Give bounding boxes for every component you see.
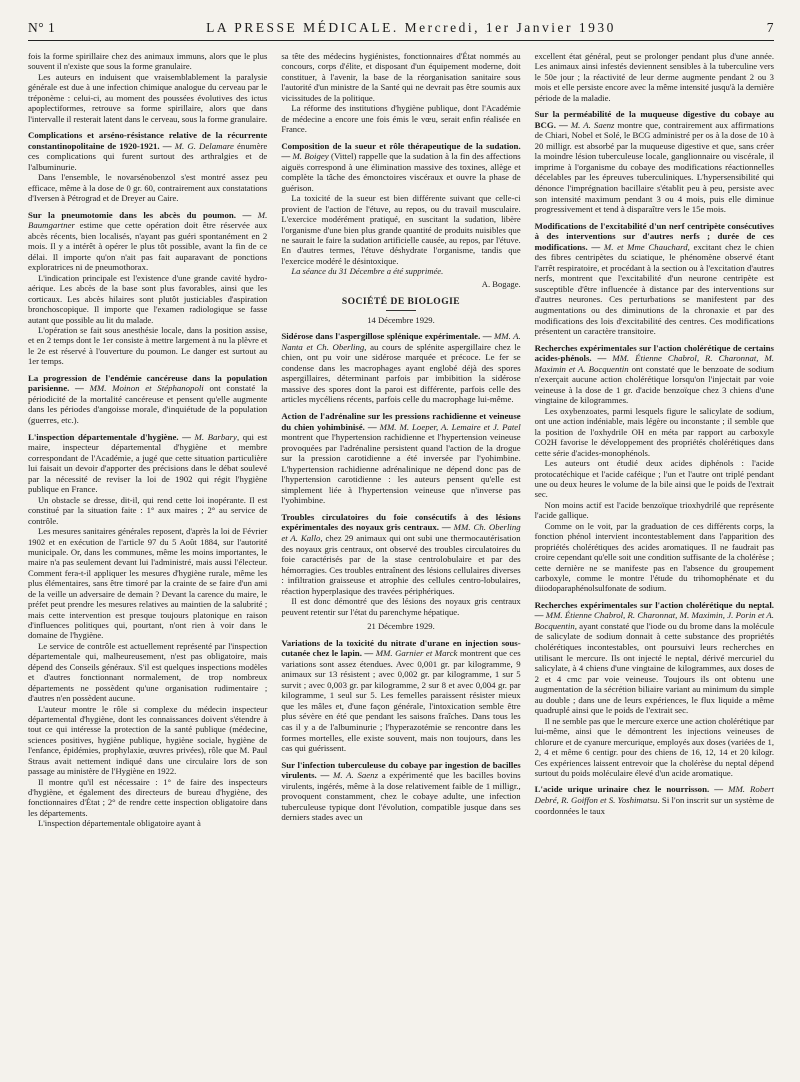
text-columns bbox=[28, 51, 774, 829]
article-authors: MM. M. Loeper, A. Lemaire et J. Patel bbox=[379, 421, 521, 432]
paragraph: L'inspection départementale obligatoire ayant à bbox=[38, 818, 201, 829]
article-heading: Troubles circulatoires du foie consécutifs à des lésions expérimentales des noyaux gris centraux. — MM. Ch. Oberling et A. Kallo, chez 29 animaux qui ont subi une thermocautérisation des noyaux gris centraux, ont observé des troubles circulatoires du foie caractérisés par de la stase centrolobulaire et par des hémorragies. Ces troubles entraînent des lésions cellulaires diverses : infiltration graisseuse et atrophie des cellules centro-lobulaires, réaction hyperplasique des travées périphériques. bbox=[281, 511, 521, 596]
article-title: Modifications de l'excitabilité d'un nerf centripète consécutives à des interventions sur d'autres nerfs ; durée de ces modifications. bbox=[534, 220, 774, 252]
article-authors: MM. A. Nanta et Ch. Oberling bbox=[281, 331, 521, 352]
article-heading: Sur l'infection tuberculeuse du cobaye par ingestion de bacilles virulents. — M. A. Saenz a expérimenté que les bacilles bovins virulents, ingérés, même à la dose relativement faible de 1 milligr., provoquent constamment, chez le cobaye adulte, une infection tuberculeuse typique dont l'évolution, compatible jusque dans ses derniers stades avec un bbox=[281, 759, 521, 823]
paragraph: fois la forme spirillaire chez des animaux immuns, alors que le plus souvent il n'existe que sous la forme granulaire. bbox=[28, 51, 268, 72]
article-text: . Si l'on inscrit sur un système de coordonnées le taux bbox=[534, 795, 774, 816]
article-title: Variations de la toxicité du nitrate d'urane en injection sous-cutanée chez le lapin. bbox=[281, 637, 521, 659]
paragraph: Il montre qu'il est nécessaire : 1° de faire des inspecteurs d'hygiène, et également des directeurs de bureau d'hygiène, des fonctionnaires d'État ; 2° de rendre cette inspection obligatoire dans les départements. bbox=[28, 776, 268, 818]
article-title: Sur la pneumotomie dans les abcès du poumon. bbox=[28, 209, 236, 220]
paragraph: sa tête des médecins hygiénistes, fonctionnaires d'État nommés au concours, corps d'élite, et disposant d'un équipement moderne, doit constituer, à l'avenir, la base de la réorganisation sanitaire sous l'autorité d'un ministre de la Santé qui ne devrait pas être soumis aux vicissitudes de la politique. bbox=[281, 51, 521, 103]
article-heading: La progression de l'endémie cancéreuse dans la population parisienne. — MM. Moinon et Stéphanopoli ont constaté la périodicité de la mortalité cancéreuse et pensent qu'elle augmente dans les périodes d'angoisse morale, d'inquiétude de la population (guerres, etc.). bbox=[28, 372, 268, 425]
article-heading: Modifications de l'excitabilité d'un nerf centripète consécutives à des interventions sur d'autres nerfs ; durée de ces modifications. — M. et Mme Chauchard, excitant chez le chien des fibres centripètes du sciatique, le phénomène observé étant l'arrêt respiratoire, et procédant à la section ou à l'excitation d'autres nerfs, montrent que l'excitabilité d'un neurone centripète est susceptible d'être influencée à distance par des interventions sur d'autres neurones. Ces perturbations se manifestent par des augmentations ou des diminutions de la chronaxie et par des modifications des lois d'excitabilité des centres. Ces modifications présentent un caractère transitoire. bbox=[534, 220, 774, 337]
article-title: L'acide urique urinaire chez le nourrisson. bbox=[534, 784, 710, 795]
article-heading: L'acide urique urinaire chez le nourrisson. — MM. Robert Debré, R. Goiffon et S. Yoshimatsu. Si l'on inscrit sur un système de coordonnées le taux bbox=[534, 784, 774, 816]
article-authors: M. A. Saenz bbox=[333, 770, 378, 781]
paragraph: Comme on le voit, par la graduation de ces différents corps, la fonction phénol intervient incontestablement dans l'apparition des propriétés cholérétiques des acides aromatiques. Il ne faudrait pas croire cependant qu'elle soit une condition suffisante de la cholérèse ; cette dernière ne se manifeste pas en l'absence du groupement carboxyle, comme le montre l'étude du trihomophénate et du diiodoparaphénolsulfonate de sodium. bbox=[534, 520, 774, 594]
session-date: 21 Décembre 1929. bbox=[367, 621, 435, 632]
article-authors: M. Boigey bbox=[292, 151, 329, 162]
article-authors: MM. Robert Debré, R. Goiffon et S. Yoshimatsu bbox=[534, 784, 774, 806]
article-authors: M. A. Saenz bbox=[570, 119, 615, 130]
article-authors: M. et Mme Chauchard bbox=[603, 241, 688, 252]
paragraph: Il est donc démontré que des lésions des noyaux gris centraux peuvent retentir sur l'état du parenchyme hépatique. bbox=[281, 596, 521, 617]
paragraph: La séance du 31 Décembre a été supprimée. bbox=[291, 266, 444, 277]
article-heading: L'inspection départementale d'hygiène. — M. Barbary, qui est maire, inspecteur départemental d'hygiène et membre correspondant de l'Académie, a jugé que cette situation particulière lui faisait un devoir d'apporter des précisions dans le débat soulevé par la nécessité de reviser la loi de 1902 qui régit l'hygiène publique en France. bbox=[28, 431, 268, 495]
article-text: énumère ces complications qui furent surtout des arthralgies et de l'albuminurie. bbox=[28, 140, 268, 172]
article-heading: Composition de la sueur et rôle thérapeutique de la sudation. — M. Boigey (Vittel) rappelle que la sudation à la fin des affections aiguës correspond à une élimination massive des toxines, allège et complète la tâche des émonctoires viscéraux et ouvre la phase de guérison. bbox=[281, 140, 521, 193]
paragraph: Le service de contrôle est actuellement représenté par l'inspection départementale qui, malheureusement, n'est pas obligatoire, mais dépend des Conseils généraux. S'il est quelques inspections modèles et d'autres fonctionnant normalement, de trop nombreux départements ne possèdent qu'une organisation rudimentaire ; d'autres n'en possèdent aucune. bbox=[28, 640, 268, 704]
article-authors: M. Barbary bbox=[194, 431, 237, 442]
article-title: Recherches expérimentales sur l'action cholérétique de certains acides-phénols. bbox=[534, 342, 774, 364]
article-heading: Sur la perméabilité de la muqueuse digestive du cobaye au BCG. — M. A. Saenz montre que, contrairement aux affirmations de Chiari, Nobel et Solé, le BCG administré per os à la dose de 10 à 20 milligr. est absorbé par la muqueuse digestive et que, sans créer la moindre lésion tuberculeuse locale, ganglionnaire ou viscérale, il imprime à l'organisme du cobaye des modifications réactionnelles décelables par les épreuves tuberculiniques. L'hypersensibilité qui dénonce l'imprégnation bacillaire s'établit peu à peu, persiste avec son intensité maximum pendant 3 ou 4 mois, puis elle diminue progressivement et tend à disparaître vers le 15e mois. bbox=[534, 109, 774, 215]
paragraph: Les mesures sanitaires générales reposent, d'après la loi de Février 1902 et en exécution de l'article 97 du 5 Août 1884, sur l'autorité municipale. Or, dans les communes, même les moins importantes, le maire n'a pas seulement devant lui l'administré, mais aussi l'électeur. Comment fera-t-il appliquer les mesures d'hygiène rurale, même les plus élémentaires, sans être timoré par la crainte de se faire d'un ami de la veille un adversaire de demain ? Devant la carence du maire, le préfet peut prendre les mesures relatives au maintien de la salubrité ; mais cette intervention est presque toujours platonique en raison d'influences politiques qui, pourtant, n'ont rien à voir dans le domaine de l'hygiène. bbox=[28, 526, 268, 641]
article-authors: MM. Étienne Chabrol, R. Charonnat, M. Maximin, J. Porin et A. Bocquentin bbox=[534, 610, 774, 631]
article-text: a expérimenté que les bacilles bovins virulents, ingérés, même à la dose relativement faible de 1 milligr., provoquent constamment, chez le cobaye adulte, une infection tuberculeuse typique dont l'évolution, compatible jusque dans ses derniers stades avec un bbox=[281, 770, 521, 823]
article-heading: Variations de la toxicité du nitrate d'urane en injection sous-cutanée chez le lapin. — MM. Garnier et Marck montrent que ces variations sont assez étendues. Avec 0,001 gr. par kilogramme, 9 animaux sur 13 résistent ; avec 0,002 gr. par kilogramme, 1 sur 5 survit ; avec 0,003 gr. par kilogramme, 2 sur 8 et avec 0,004 gr. par kilogramme, 1 seul sur 5. Les femelles paraissent résister mieux que les mâles et, d'une façon générale, l'intoxication semble être plus sévère en été que pendant les saisons fraîches. Dans tous les cas il y a de l'albuminurie ; l'hyperazotémie se rencontre dans les formes mortelles, elle existe souvent, mais non toujours, dans les cas qui guérissent. bbox=[281, 637, 521, 754]
paragraph: L'indication principale est l'existence d'une grande cavité hydro-aérique. Les abcès de la base sont plus favorables, ainsi que les corticaux. Les abcès hilaires sont plutôt justiciables d'aspiration bronchoscopique. Il importe que l'examen radiologique se fasse autant que possible au lit du malade. bbox=[28, 272, 268, 325]
article-heading: Recherches expérimentales sur l'action cholérétique de certains acides-phénols. — MM. Étienne Chabrol, R. Charonnat, M. Maximin et A. Bocquentin ont constaté que le benzoate de sodium n'exerçait aucune action cholérétique lorsqu'on l'injectait par voie veineuse à la dose de 1 gr. d'acide benzoïque chez 3 chiens d'une vingtaine de kilogrammes. bbox=[534, 342, 774, 406]
paragraph: Un obstacle se dresse, dit-il, qui rend cette loi inopérante. Il est constitué par la situation faite : 1° aux maires ; 2° au service de contrôle. bbox=[28, 494, 268, 526]
article-text: ont constaté la périodicité de la mortalité cancéreuse et pensent qu'elle augmente dans les périodes d'angoisse morale, d'inquiétude de la population (guerres, etc.). bbox=[28, 383, 268, 425]
column-2 bbox=[281, 51, 520, 829]
issue-number: N° 1 bbox=[28, 20, 56, 35]
paragraph: L'opération se fait sous anesthésie locale, dans la position assise, et en 2 temps dont le 1er consiste à mettre largement à nu la plèvre et le 2e est réservé à l'ouverture du poumon. Le danger est surtout au 1er temps. bbox=[28, 325, 268, 367]
paragraph: La réforme des institutions d'hygiène publique, dont l'Académie de médecine a encore une fois émis le vœu, serait enfin réalisée en France. bbox=[281, 103, 521, 135]
article-authors: MM. Garnier et Marck bbox=[375, 648, 458, 659]
article-authors: MM. Ch. Oberling et A. Kallo bbox=[281, 522, 521, 543]
article-text: , ayant constaté que l'iode ou du brome dans la molécule de salicylate de sodium donnait à cette substance des propriétés cholérétiques incontestables, ont poursuivi leurs recherches en utilisant le mercure. Ils ont injecté le neptal, dérivé mercuriel du salicylate, à 4 chiens d'une vingtaine de kilogrammes, aux doses de 2 et 4 cmc par voie veineuse. Toujours ils ont obtenu une augmentation de la sécrétion biliaire variant au minimum du simple au double ; dans une de leurs expériences, le flux liquide a même quadruplé ainsi que le poids de l'extrait sec. bbox=[534, 620, 774, 716]
article-text: estime que cette opération doit être réservée aux abcès récents, bien localisés, n'ayant pas guéri spontanément en 2 mois. Il y a intérêt à opérer le plus tôt possible, avant la fin de ce délai. Il importe qu'on n'ait pas fait auparavant de ponctions exploratrices ni de pneumothorax. bbox=[28, 220, 268, 273]
article-title: Complications et arséno-résistance relative de la récurrente constantinopolitaine de 1920-1921. bbox=[28, 130, 268, 151]
article-heading: Complications et arséno-résistance relative de la récurrente constantinopolitaine de 1920-1921. — M. G. Delamare énumère ces complications qui furent surtout des arthralgies et de l'albuminurie. bbox=[28, 130, 268, 172]
paragraph: Dans l'ensemble, le novarsénobenzol s'est montré assez peu efficace, même à la dose de 0 gr. 60, contrairement aux constatations d'Iversen à Pétrograd et de Dreyer au Caire. bbox=[28, 172, 268, 204]
paragraph: L'auteur montre le rôle si complexe du médecin inspecteur départemental d'hygiène, dont les connaissances doivent s'étendre à tout ce qui intéresse la protection de la santé publique (médecine, sciences positives, hygiène publique, hygiène sociale, hygiène de l'enfance, épidémies, prophylaxie, œuvres privées), rôle que M. Paul Straus avait nettement indiqué dans une circulaire lors de son passage au ministère de l'Hygiène en 1922. bbox=[28, 703, 268, 777]
paragraph: Les auteurs en induisent que vraisemblablement la paralysie générale est due à une infection chimique analogue du cerveau par le tréponème : celui-ci, au moment des poussées évolutives des ictus apoplectiformes, retrouve sa forme spirillaire, alors que dans l'intervalle il resterait latent dans le cerveau, sous la forme granulaire. bbox=[28, 71, 268, 124]
article-authors: M. Baumgartner bbox=[28, 209, 268, 231]
article-title: Sidérose dans l'aspergillose splénique expérimentale. bbox=[281, 331, 481, 342]
article-title: Sur l'infection tuberculeuse du cobaye par ingestion de bacilles virulents. bbox=[281, 759, 521, 781]
section-title: SOCIÉTÉ DE BIOLOGIE bbox=[341, 297, 461, 308]
article-title: Composition de la sueur et rôle thérapeutique de la sudation. bbox=[281, 140, 521, 151]
divider bbox=[386, 310, 416, 311]
article-heading: Sidérose dans l'aspergillose splénique expérimentale. — MM. A. Nanta et Ch. Oberling, au cours de splénite aspergillaire chez le chien, ont pu voir une sidérose marquée et précoce. Le fer se condense dans les macrophages ayant englobé déjà des spores aspergillaires, déterminant parfois par imbibition la sidérose massive des spores dont la paroi est différente, parfois celle des articles mycéliens récents, parfois celle du macrophage lui-même. bbox=[281, 331, 521, 405]
paragraph: Il ne semble pas que le mercure exerce une action cholérétique par lui-même, ainsi que le démontrent les injections veineuses de chlorure et de cyanure mercurique, employés aux doses (variées de 1, 2, 4 et même 6 centigr. pour des chiens de 16, 12, 14 et 20 kilogr. Ces expériences laissent entrevoir que la cholérèse du neptal dépend surtout du poids moléculaire élevé d'un acide aromatique. bbox=[534, 715, 774, 779]
article-authors: M. G. Delamare bbox=[174, 140, 234, 151]
article-text: ont constaté que le benzoate de sodium n'exerçait aucune action cholérétique lorsqu'on l'injectait par voie veineuse à la dose de 1 gr. d'acide benzoïque chez 3 chiens d'une vingtaine de kilogrammes. bbox=[534, 363, 774, 406]
article-authors: MM. Moinon et Stéphanopoli bbox=[89, 383, 204, 394]
article-title: Sur la perméabilité de la muqueuse digestive du cobaye au BCG. bbox=[534, 109, 774, 130]
article-heading: Sur la pneumotomie dans les abcès du poumon. — M. Baumgartner estime que cette opération doit être réservée aux abcès récents, bien localisés, n'ayant pas guéri spontanément en 2 mois. Il y a intérêt à opérer le plus tôt possible, avant la fin de ce délai. Il importe qu'on n'ait pas fait auparavant de ponctions exploratrices ni de pneumothorax. bbox=[28, 209, 268, 273]
article-title: Action de l'adrénaline sur les pressions rachidienne et veineuse du chien yohimbinisé. bbox=[281, 410, 521, 432]
article-title: Recherches expérimentales sur l'action cholérétique du neptal. bbox=[534, 599, 774, 610]
article-text: , excitant chez le chien des fibres centripètes du sciatique, le phénomène observé étant l'arrêt respiratoire, et procédant à la section ou à l'excitation d'autres nerfs, montrent que l'excitabilité d'un neurone centripète est susceptible d'être influencée à distance par des interventions sur d'autres neurones. Ces perturbations se manifestent par des augmentations ou des diminutions de la chronaxie et par des modifications des lois d'excitabilité des centres. Ces modifications présentent un caractère transitoire. bbox=[534, 241, 774, 337]
article-heading: Action de l'adrénaline sur les pressions rachidienne et veineuse du chien yohimbinisé. — MM. M. Loeper, A. Lemaire et J. Patel montrent que l'hypertension rachidienne et l'hypertension veineuse provoquées par l'adrénaline persistent quand l'action de la drogue sur la pression carotidienne a été inversée par l'yohimbine. L'hypertension rachidienne adrénalinique ne dépend donc pas de l'hypertension carotidienne : les auteurs pensent qu'elle est simplement liée à l'hypertension veineuse que n'inverse pas l'yohimbine. bbox=[281, 410, 521, 506]
paragraph: excellent état général, peut se prolonger pendant plus d'une année. Les animaux ainsi infestés deviennent sensibles à la tuberculine vers le 50e jour ; la réactivité de leur derme augmente pendant 2 ou 3 mois et elle persiste encore avec la même intensité jusqu'à la dernière période de la maladie. bbox=[534, 51, 774, 103]
paragraph: La toxicité de la sueur est bien différente suivant que celle-ci provient de l'action de l'étuve, au repos, ou du travail musculaire. L'exercice modérément pratiqué, en suscitant la sudation, libère l'organisme d'une bien plus grande quantité de produits nuisibles que ne saurait le faire la sudation artificielle causée, au repos, par l'étuve. En d'autres termes, l'étuve déshydrate l'organisme, tandis que l'exercice modéré le désintoxique. bbox=[281, 193, 521, 266]
article-heading: Recherches expérimentales sur l'action cholérétique du neptal. — MM. Étienne Chabrol, R. Charonnat, M. Maximin, J. Porin et A. Bocquentin, ayant constaté que l'iode ou du brome dans la molécule de salicylate de sodium donnait à cette substance des propriétés cholérétiques incontestables, ont poursuivi leurs recherches en utilisant le mercure. Ils ont injecté le neptal, dérivé mercuriel du salicylate, à 4 chiens d'une vingtaine de kilogrammes, aux doses de 2 et 4 cmc par voie veineuse. Toujours ils ont obtenu une augmentation de la sécrétion biliaire variant au minimum du simple au double ; dans une de leurs expériences, le flux liquide a même quadruplé ainsi que le poids de l'extrait sec. bbox=[534, 599, 774, 716]
signature: A. Bogage. bbox=[481, 278, 521, 289]
article-title: Troubles circulatoires du foie consécutifs à des lésions expérimentales des noyaux gris centraux. bbox=[281, 511, 521, 533]
article-text: montrent que ces variations sont assez étendues. Avec 0,001 gr. par kilogramme, 9 animaux sur 13 résistent ; avec 0,002 gr. par kilogramme, 1 sur 5 survit ; avec 0,003 gr. par kilogramme, 2 sur 8 et avec 0,004 gr. par kilogramme, 1 seul sur 5. Les femelles paraissent résister mieux que les mâles et, d'une façon générale, l'intoxication semble être plus sévère en été que pendant les saisons fraîches. Dans tous les cas il y a de l'albuminurie ; l'hyperazotémie se rencontre dans les formes mortelles, elle existe souvent, mais non toujours, dans les cas qui guérissent. bbox=[281, 648, 521, 754]
paragraph: Les auteurs ont étudié deux acides diphénols : l'acide protocatéchique et l'acide caféique ; l'un et l'autre ont triplé pendant une ou deux heures le volume de la bile ainsi que le poids de l'extrait sec. bbox=[534, 458, 774, 500]
article-title: La progression de l'endémie cancéreuse dans la population parisienne. bbox=[28, 372, 268, 394]
article-text: montre que, contrairement aux affirmations de Chiari, Nobel et Solé, le BCG administré per os à la dose de 10 à 20 milligr. est absorbé par la muqueuse digestive et que, sans créer la moindre lésion tuberculeuse locale, ganglionnaire ou viscérale, il imprime à l'organisme du cobaye des modifications réactionnelles décelables par les épreuves tuberculiniques. L'hypersensibilité qui dénonce l'imprégnation bacillaire s'établit peu à peu, persiste avec son intensité maximum pendant 3 ou 4 mois, puis elle diminue progressivement et tend à disparaître vers le 15e mois. bbox=[534, 119, 774, 215]
article-text: montrent que l'hypertension rachidienne et l'hypertension veineuse provoquées par l'adrénaline persistent quand l'action de la drogue sur la pression carotidienne a été inversée par l'yohimbine. L'hypertension rachidienne adrénalinique ne dépend donc pas de l'hypertension carotidienne : les auteurs pensent qu'elle est simplement liée à l'hypertension veineuse que n'inverse pas l'yohimbine. bbox=[281, 432, 521, 506]
journal-title: LA PRESSE MÉDICALE. Mercredi, 1er Janvier 1930 bbox=[206, 20, 616, 35]
session-date: 14 Décembre 1929. bbox=[367, 314, 435, 325]
article-title: L'inspection départementale d'hygiène. bbox=[28, 431, 179, 442]
column-3 bbox=[535, 51, 774, 829]
article-authors: MM. Étienne Chabrol, R. Charonnat, M. Maximin et A. Bocquentin bbox=[534, 353, 774, 374]
paragraph: Non moins actif est l'acide benzoïque trioxhydrilé que représente l'acide gallique. bbox=[534, 499, 774, 521]
paragraph: Les oxybenzoates, parmi lesquels figure le salicylate de sodium, ont une action indéniable, mais légère ou inconstante ; il semble que la position de l'oxhydrile OH en méta par rapport au carboxyle CO2H favorise le développement des propriétés cholérétiques dans cette série d'acides-monophénols. bbox=[534, 405, 774, 458]
page-header bbox=[28, 20, 774, 41]
article-text: (Vittel) rappelle que la sudation à la fin des affections aiguës correspond à une élimination massive des toxines, allège et complète la tâche des émonctoires viscéraux et ouvre la phase de guérison. bbox=[281, 151, 521, 193]
page-number: 7 bbox=[766, 20, 774, 35]
article-text: , au cours de splénite aspergillaire chez le chien, ont pu voir une sidérose marquée et précoce. Le fer se condense dans les macrophages ayant englobé déjà des spores aspergillaires, déterminant parfois par imbibition la sidérose massive des spores dont la paroi est différente, parfois celle des articles mycéliens récents, parfois celle du macrophage lui-même. bbox=[281, 341, 521, 405]
article-text: , qui est maire, inspecteur départemental d'hygiène et membre correspondant de l'Académie, a jugé que cette situation particulière lui faisait un devoir d'apporter des précisions dans le débat soulevé par la nécessité de reviser la loi de 1902 qui régit l'hygiène publique en France. bbox=[28, 431, 268, 495]
article-text: , chez 29 animaux qui ont subi une thermocautérisation des noyaux gris centraux, ont observé des troubles circulatoires du foie caractérisés par de la stase centrolobulaire et par des hémorragies. Ces troubles entraînent des lésions cellulaires diverses : infiltration graisseuse et atrophie des cellules centro-lobulaires, réaction hyperplasique des travées périphériques. bbox=[281, 532, 521, 596]
column-1 bbox=[28, 51, 267, 829]
